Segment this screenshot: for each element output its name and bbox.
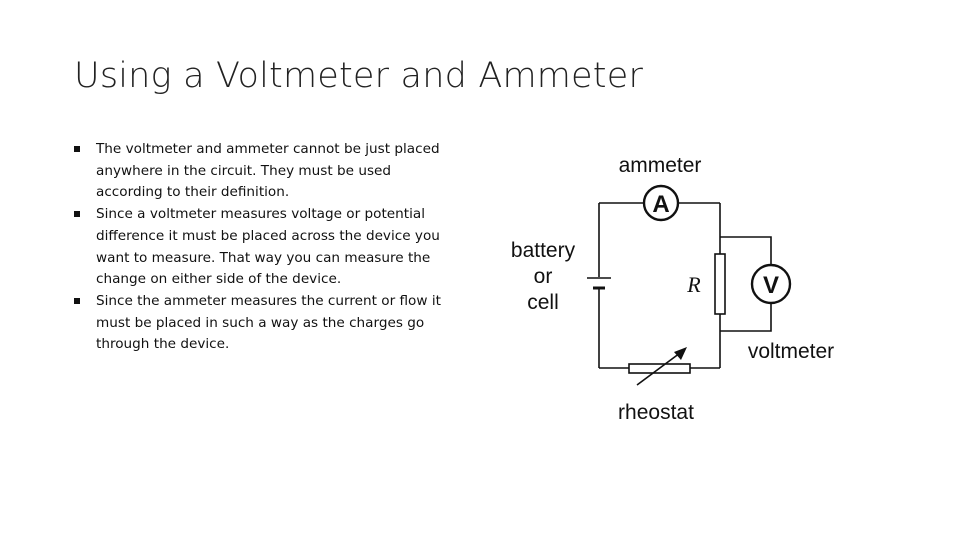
voltmeter-label: voltmeter [747,340,835,363]
bullet-item [74,291,444,356]
voltmeter-letter: V [762,272,780,299]
wire-voltmeter-bottom [720,304,771,331]
circuit-diagram [490,140,860,430]
bullet-text: Since a voltmeter measures voltage or potential difference it must be placed across the device you want to measure. That way you can measure the change on either side of the device. [96,206,440,288]
bullet-item [74,204,444,291]
ammeter-label: ammeter [618,154,702,177]
bullet-item [74,139,444,204]
slide-title: Using a Voltmeter and Ammeter [74,56,644,96]
wire-voltmeter-top [720,237,771,264]
resistor-symbol [715,254,725,314]
battery-label-line1: battery [510,239,576,262]
rheostat-label: rheostat [618,401,694,424]
bullet-text: Since the ammeter measures the current or flow it must be placed in such a way as the charges go through the device. [96,292,441,353]
rheostat-arrowhead [674,347,687,360]
bullet-text: The voltmeter and ammeter cannot be just placed anywhere in the circuit. They must be used according to their definition. [96,141,440,201]
bullet-list [74,139,444,356]
resistor-label: R [687,272,701,297]
rheostat-symbol [629,347,690,385]
square-bullet-icon [74,298,80,304]
ammeter-symbol [644,186,678,220]
circuit-wires [599,203,771,368]
square-bullet-icon [74,146,80,152]
ammeter-letter: A [652,191,670,218]
battery-label-line3: cell [527,291,559,314]
voltmeter-symbol [752,265,790,303]
square-bullet-icon [74,211,80,217]
battery-label-line2: or [533,265,553,288]
battery-symbol [587,278,611,288]
